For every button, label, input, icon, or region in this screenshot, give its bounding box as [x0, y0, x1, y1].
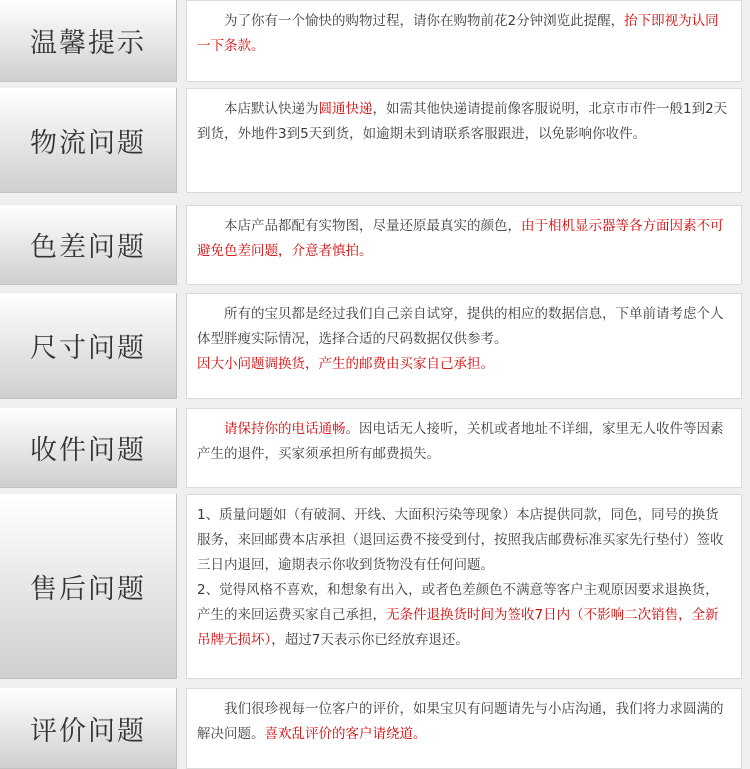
row-content-tips — [186, 0, 742, 82]
row-title-receipt: 收件问题 — [0, 408, 177, 488]
receipt-text: 。因电话无人接听，关机或者地址不详细，家里无人收件等因素产生的退件，买家须承担所有邮费损失。 — [197, 421, 724, 462]
row-title-color: 色差问题 — [0, 205, 177, 285]
row-aftersale — [0, 494, 750, 679]
row-title-size: 尺寸问题 — [0, 293, 177, 399]
row-content-color — [186, 205, 742, 285]
row-size — [0, 293, 750, 399]
aftersale-item-2: 2、觉得风格不喜欢，和想象有出入，或者色差颜色不满意等客户主观原因要求退换货，产生的来回运费买家自己承担，无条件退换货时间为签收7日内（不影响二次销售，全新吊牌无损坏），超过7天表示你已经放弃退还。 — [197, 582, 719, 648]
row-review — [0, 688, 750, 769]
aftersale-item-1: 1、质量问题如（有破洞、开线、大面积污染等现象）本店提供同款，同色，同号的换货服务，来回邮费本店承担（退回运费不接受到付，按照我店邮费标准买家先行垫付）签收三日内退回，逾期表示你收到货物没有任何问题。 — [197, 507, 724, 573]
row-color — [0, 205, 750, 285]
review-highlight: 喜欢乱评价的客户请绕道。 — [264, 726, 427, 742]
row-content-logistics — [186, 88, 742, 193]
size-highlight: 因大小问题调换货，产生的邮费由买家自己承担。 — [197, 356, 494, 372]
logistics-courier: 圆通快递 — [318, 101, 373, 117]
tips-text: 为了你有一个愉快的购物过程，请你在购物前花2分钟浏览此提醒， — [224, 13, 625, 29]
row-logistics — [0, 88, 750, 193]
row-receipt — [0, 408, 750, 488]
logistics-text-1: 本店默认快递为 — [224, 101, 319, 117]
tips-highlight: 抬下即视为认同一下条款。 — [197, 13, 719, 54]
aftersale-highlight: 无条件退换货时间为签收7日内（不影响二次销售，全新吊牌无损坏） — [197, 607, 719, 648]
color-text: 本店产品都配有实物图，尽量还原最真实的颜色， — [224, 218, 521, 234]
row-tips — [0, 0, 750, 82]
row-content-aftersale — [186, 494, 742, 679]
size-text: 所有的宝贝都是经过我们自己亲自试穿，提供的相应的数据信息，下单前请考虑个人体型胖瘦实际情况，选择合适的尺码数据仅供参考。 — [197, 306, 724, 347]
row-title-review: 评价问题 — [0, 688, 177, 769]
color-highlight: 由于相机显示器等各方面因素不可避免色差问题，介意者慎拍。 — [197, 218, 724, 259]
row-title-aftersale: 售后问题 — [0, 494, 177, 679]
row-content-receipt — [186, 408, 742, 488]
row-content-size — [186, 293, 742, 399]
receipt-highlight: 请保持你的电话通畅 — [224, 421, 346, 437]
logistics-text-2: ，如需其他快递请提前像客服说明，北京市市件一般1到2天到货，外地件3到5天到货，如逾期未到请联系客服跟进，以免影响你收件。 — [197, 101, 728, 142]
row-title-logistics: 物流问题 — [0, 88, 177, 193]
row-content-review — [186, 688, 742, 769]
review-text: 我们很珍视每一位客户的评价，如果宝贝有问题请先与小店沟通，我们将力求圆满的解决问题。 — [197, 701, 724, 742]
row-title-tips: 温馨提示 — [0, 0, 177, 82]
